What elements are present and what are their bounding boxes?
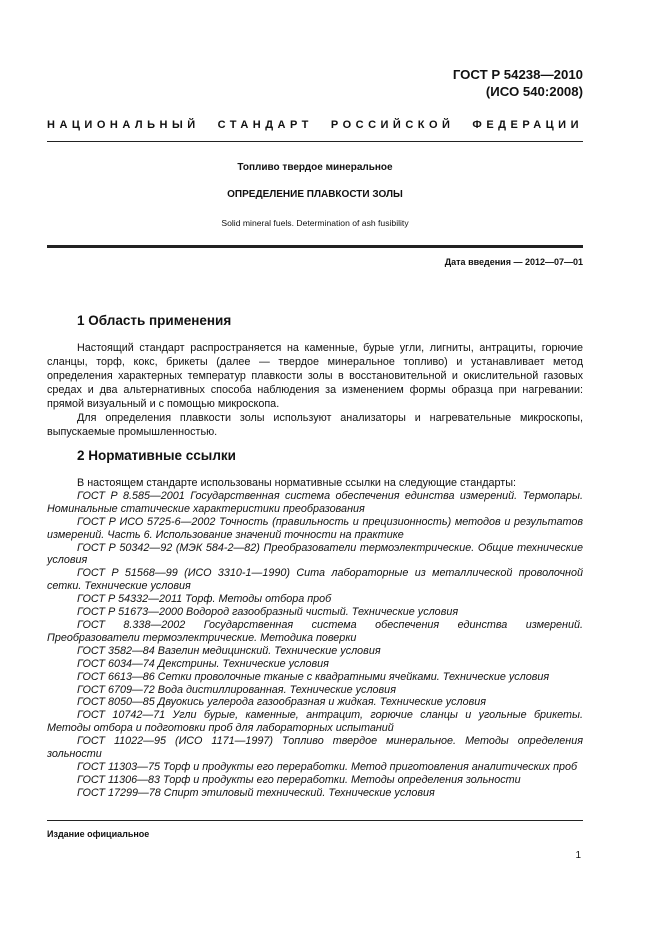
normative-references [47,477,583,800]
reference-item: ГОСТ 8.338—2002 Государственная система обеспечения единства измерений. Преобразователи термоэлектрические. Методика поверки [47,618,583,644]
footer-divider [47,820,583,821]
reference-item: ГОСТ 11303—75 Торф и продукты его переработки. Метод приготовления аналитических проб [77,760,578,773]
subject-title: Топливо твердое минеральное [237,162,393,173]
scope-paragraph: Настоящий стандарт распространяется на каменные, бурые угли, лигниты, антрациты, горючие сланцы, торф, кокс, брикеты (далее — твердое минеральное топливо) и устанавливает метод определения характерных температур плавкости золы в восстановительной и окислительной газовых средах и два альтернативных способа наблюдения за изменением формы образца при нагревании: прямой визуальный и с помощью микроскопа. [47,342,583,410]
analyzers-paragraph: Для определения плавкости золы используют анализаторы и нагревательные микроскопы, выпускаемые промышленностью. [47,412,583,438]
iso-number: (ИСО 540:2008) [485,84,583,99]
reference-item: ГОСТ Р ИСО 5725-6—2002 Точность (правильность и прецизионность) методов и результатов измерений. Часть 6. Использование значений точности на практике [47,515,583,541]
section-1-title: 1 Область применения [77,313,232,328]
reference-item: ГОСТ 17299—78 Спирт этиловый технический. Технические условия [77,786,435,799]
reference-item: ГОСТ 6709—72 Вода дистиллированная. Технические условия [77,683,396,696]
reference-item: ГОСТ Р 54332—2011 Торф. Методы отбора проб [77,593,332,606]
references-intro: В настоящем стандарте использованы нормативные ссылки на следующие стандарты: [77,477,516,489]
reference-item: ГОСТ 3582—84 Вазелин медицинский. Технические условия [77,644,381,657]
effective-date: Дата введения — 2012—07—01 [444,257,583,267]
reference-item: ГОСТ Р 50342—92 (МЭК 584-2—82) Преобразователи термоэлектрические. Общие технические условия [47,541,583,567]
document-code [453,66,583,100]
document-title: ОПРЕДЕЛЕНИЕ ПЛАВКОСТИ ЗОЛЫ [227,189,403,200]
english-title: Solid mineral fuels. Determination of ash fusibility [221,218,409,228]
reference-item: ГОСТ 8050—85 Двуокись углерода газообразная и жидкая. Технические условия [77,696,487,709]
reference-item: ГОСТ 6613—86 Сетки проволочные тканые с квадратными ячейками. Технические условия [77,670,550,683]
page-number: 1 [575,850,581,861]
standard-number: ГОСТ Р 54238—2010 [452,67,583,82]
section-1-body [47,341,583,439]
national-standard-banner: НАЦИОНАЛЬНЫЙ СТАНДАРТ РОССИЙСКОЙ ФЕДЕРАЦИИ [47,119,583,131]
reference-item: ГОСТ Р 51673—2000 Водород газообразный чистый. Технические условия [77,606,459,619]
reference-item: ГОСТ 11022—95 (ИСО 1171—1997) Топливо твердое минеральное. Методы определения зольности [47,735,583,761]
header-divider [47,141,583,142]
reference-item: ГОСТ 6034—74 Декстрины. Технические условия [77,657,329,670]
section-2-title: 2 Нормативные ссылки [77,448,236,463]
reference-item: ГОСТ Р 51568—99 (ИСО 3310-1—1990) Сита лабораторные из металлической проволочной сетки. Технические условия [47,567,583,593]
reference-item: ГОСТ 11306—83 Торф и продукты его переработки. Методы определения зольности [77,773,521,786]
reference-item: ГОСТ Р 8.585—2001 Государственная система обеспечения единства измерений. Термопары. Номинальные статические характеристики преобразования [47,489,583,515]
title-divider [47,245,583,248]
reference-item: ГОСТ 10742—71 Угли бурые, каменные, антрацит, горючие сланцы и угольные брикеты. Методы отбора и подготовки проб для лабораторных испытаний [47,709,583,735]
edition-label: Издание официальное [47,829,150,839]
